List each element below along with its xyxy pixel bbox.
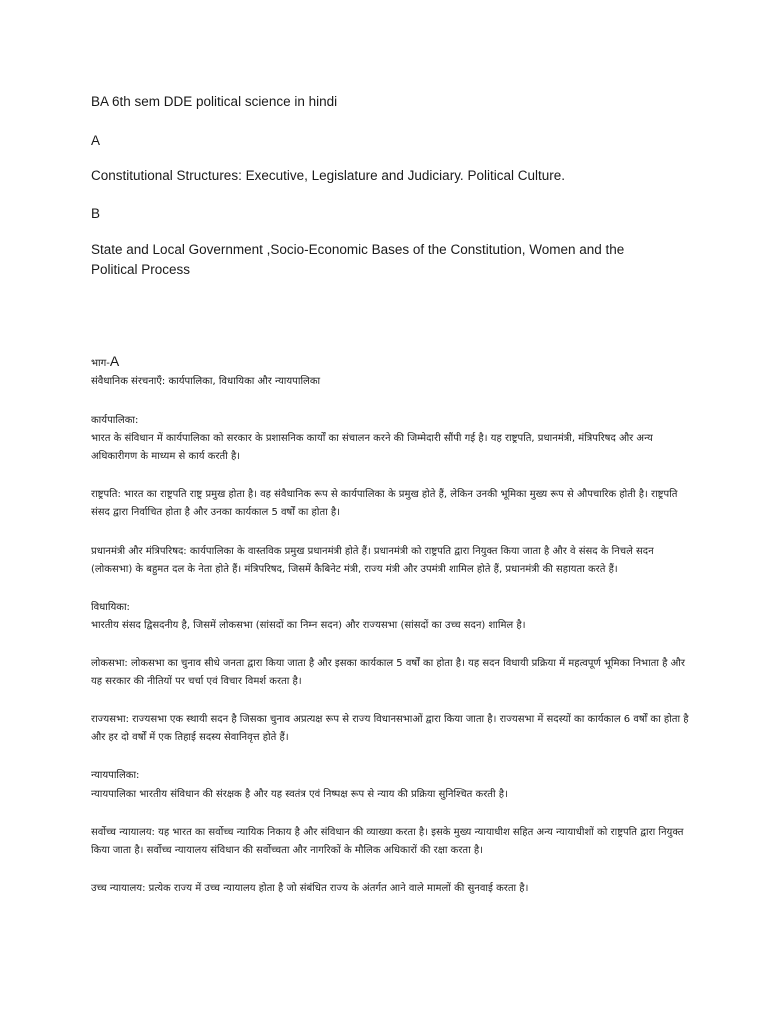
executive-pm: प्रधानमंत्री और मंत्रिपरिषद: कार्यपालिका के वास्तविक प्रमुख प्रधानमंत्री होते हैं। प्रधानमंत्री को राष्ट्रपति द्वारा नियुक्त किया जाता है और वे संसद के निचले सदन (लोकसभा) के बहुमत दल के नेता होते हैं। मंत्रिपरिषद, जिसमें कैबिनेट मंत्री, राज्य मंत्री और उपमंत्री शामिल होते हैं, प्रधानमंत्री की सहायता करते हैं।	[91, 546, 654, 575]
judiciary-heading: न्यायपालिका:	[91, 770, 140, 781]
judiciary-intro: न्यायपालिका भारतीय संविधान की संरक्षक है और यह स्वतंत्र एवं निष्पक्ष रूप से न्याय की प्रक्रिया सुनिश्चित करती है।	[91, 789, 508, 800]
legislature-rajyasabha: राज्यसभा: राज्यसभा एक स्थायी सदन है जिसका चुनाव अप्रत्यक्ष रूप से राज्य विधानसभाओं द्वारा किया जाता है। राज्यसभा में सदस्यों का कार्यकाल 6 वर्षों का होता है और हर दो वर्षों में एक तिहाई सदस्य सेवानिवृत्त होते हैं।	[91, 714, 689, 743]
legislature-loksabha: लोकसभा: लोकसभा का चुनाव सीधे जनता द्वारा किया जाता है और इसका कार्यकाल 5 वर्षों का होता है। यह सदन विधायी प्रक्रिया में महत्वपूर्ण भूमिका निभाता है और यह सरकार की नीतियों पर चर्चा एवं विचार विमर्श करता है।	[91, 658, 685, 687]
subtitle: संवैधानिक संरचनाएँ: कार्यपालिका, विधायिका और न्यायपालिका	[91, 376, 321, 387]
judiciary-high: उच्च न्यायालय: प्रत्येक राज्य में उच्च न्यायालय होता है जो संबंधित राज्य के अंतर्गत आने वाले मामलों की सुनवाई करता है।	[91, 883, 529, 894]
part-label: भाग-	[91, 358, 110, 369]
section-b-letter: B	[91, 206, 101, 221]
part-heading	[91, 352, 691, 373]
judiciary-supreme: सर्वोच्च न्यायालय: यह भारत का सर्वोच्च न्यायिक निकाय है और संविधान की व्याख्या करता है। इसके मुख्य न्यायाधीश सहित अन्य न्यायाधीशों को राष्ट्रपति द्वारा नियुक्त किया जाता है। सर्वोच्च न्यायालय संविधान की सर्वोच्चता और नागरिकों के मौलिक अधिकारों की रक्षा करता है।	[91, 827, 684, 856]
executive-president: राष्ट्रपति: भारत का राष्ट्रपति राष्ट्र प्रमुख होता है। वह संवैधानिक रूप से कार्यपालिका के प्रमुख होते हैं, लेकिन उनकी भूमिका मुख्य रूप से औपचारिक होती है। राष्ट्रपति संसद द्वारा निर्वाचित होता है और उनका कार्यकाल 5 वर्षों का होता है।	[91, 489, 678, 518]
section-a-topic: Constitutional Structures: Executive, Legislature and Judiciary. Political Culture.	[91, 168, 565, 183]
doc-title: BA 6th sem DDE political science in hindi	[91, 94, 338, 109]
executive-heading: कार्यपालिका:	[91, 415, 139, 426]
part-letter: A	[109, 353, 120, 369]
legislature-intro: भारतीय संसद द्विसदनीय है, जिसमें लोकसभा (सांसदों का निम्न सदन) और राज्यसभा (सांसदों का उच्च सदन) शामिल है।	[91, 620, 526, 631]
section-a-letter: A	[91, 133, 101, 148]
legislature-heading: विधायिका:	[91, 602, 130, 613]
executive-intro: भारत के संविधान में कार्यपालिका को सरकार के प्रशासनिक कार्यों का संचालन करने की जिम्मेदारी सौंपी गई है। यह राष्ट्रपति, प्रधानमंत्री, मंत्रिपरिषद और अन्य अधिकारीगण के माध्यम से कार्य करती है।	[91, 433, 653, 462]
section-b-topic: State and Local Government ,Socio-Economic Bases of the Constitution, Women and the Political Process	[91, 242, 625, 277]
